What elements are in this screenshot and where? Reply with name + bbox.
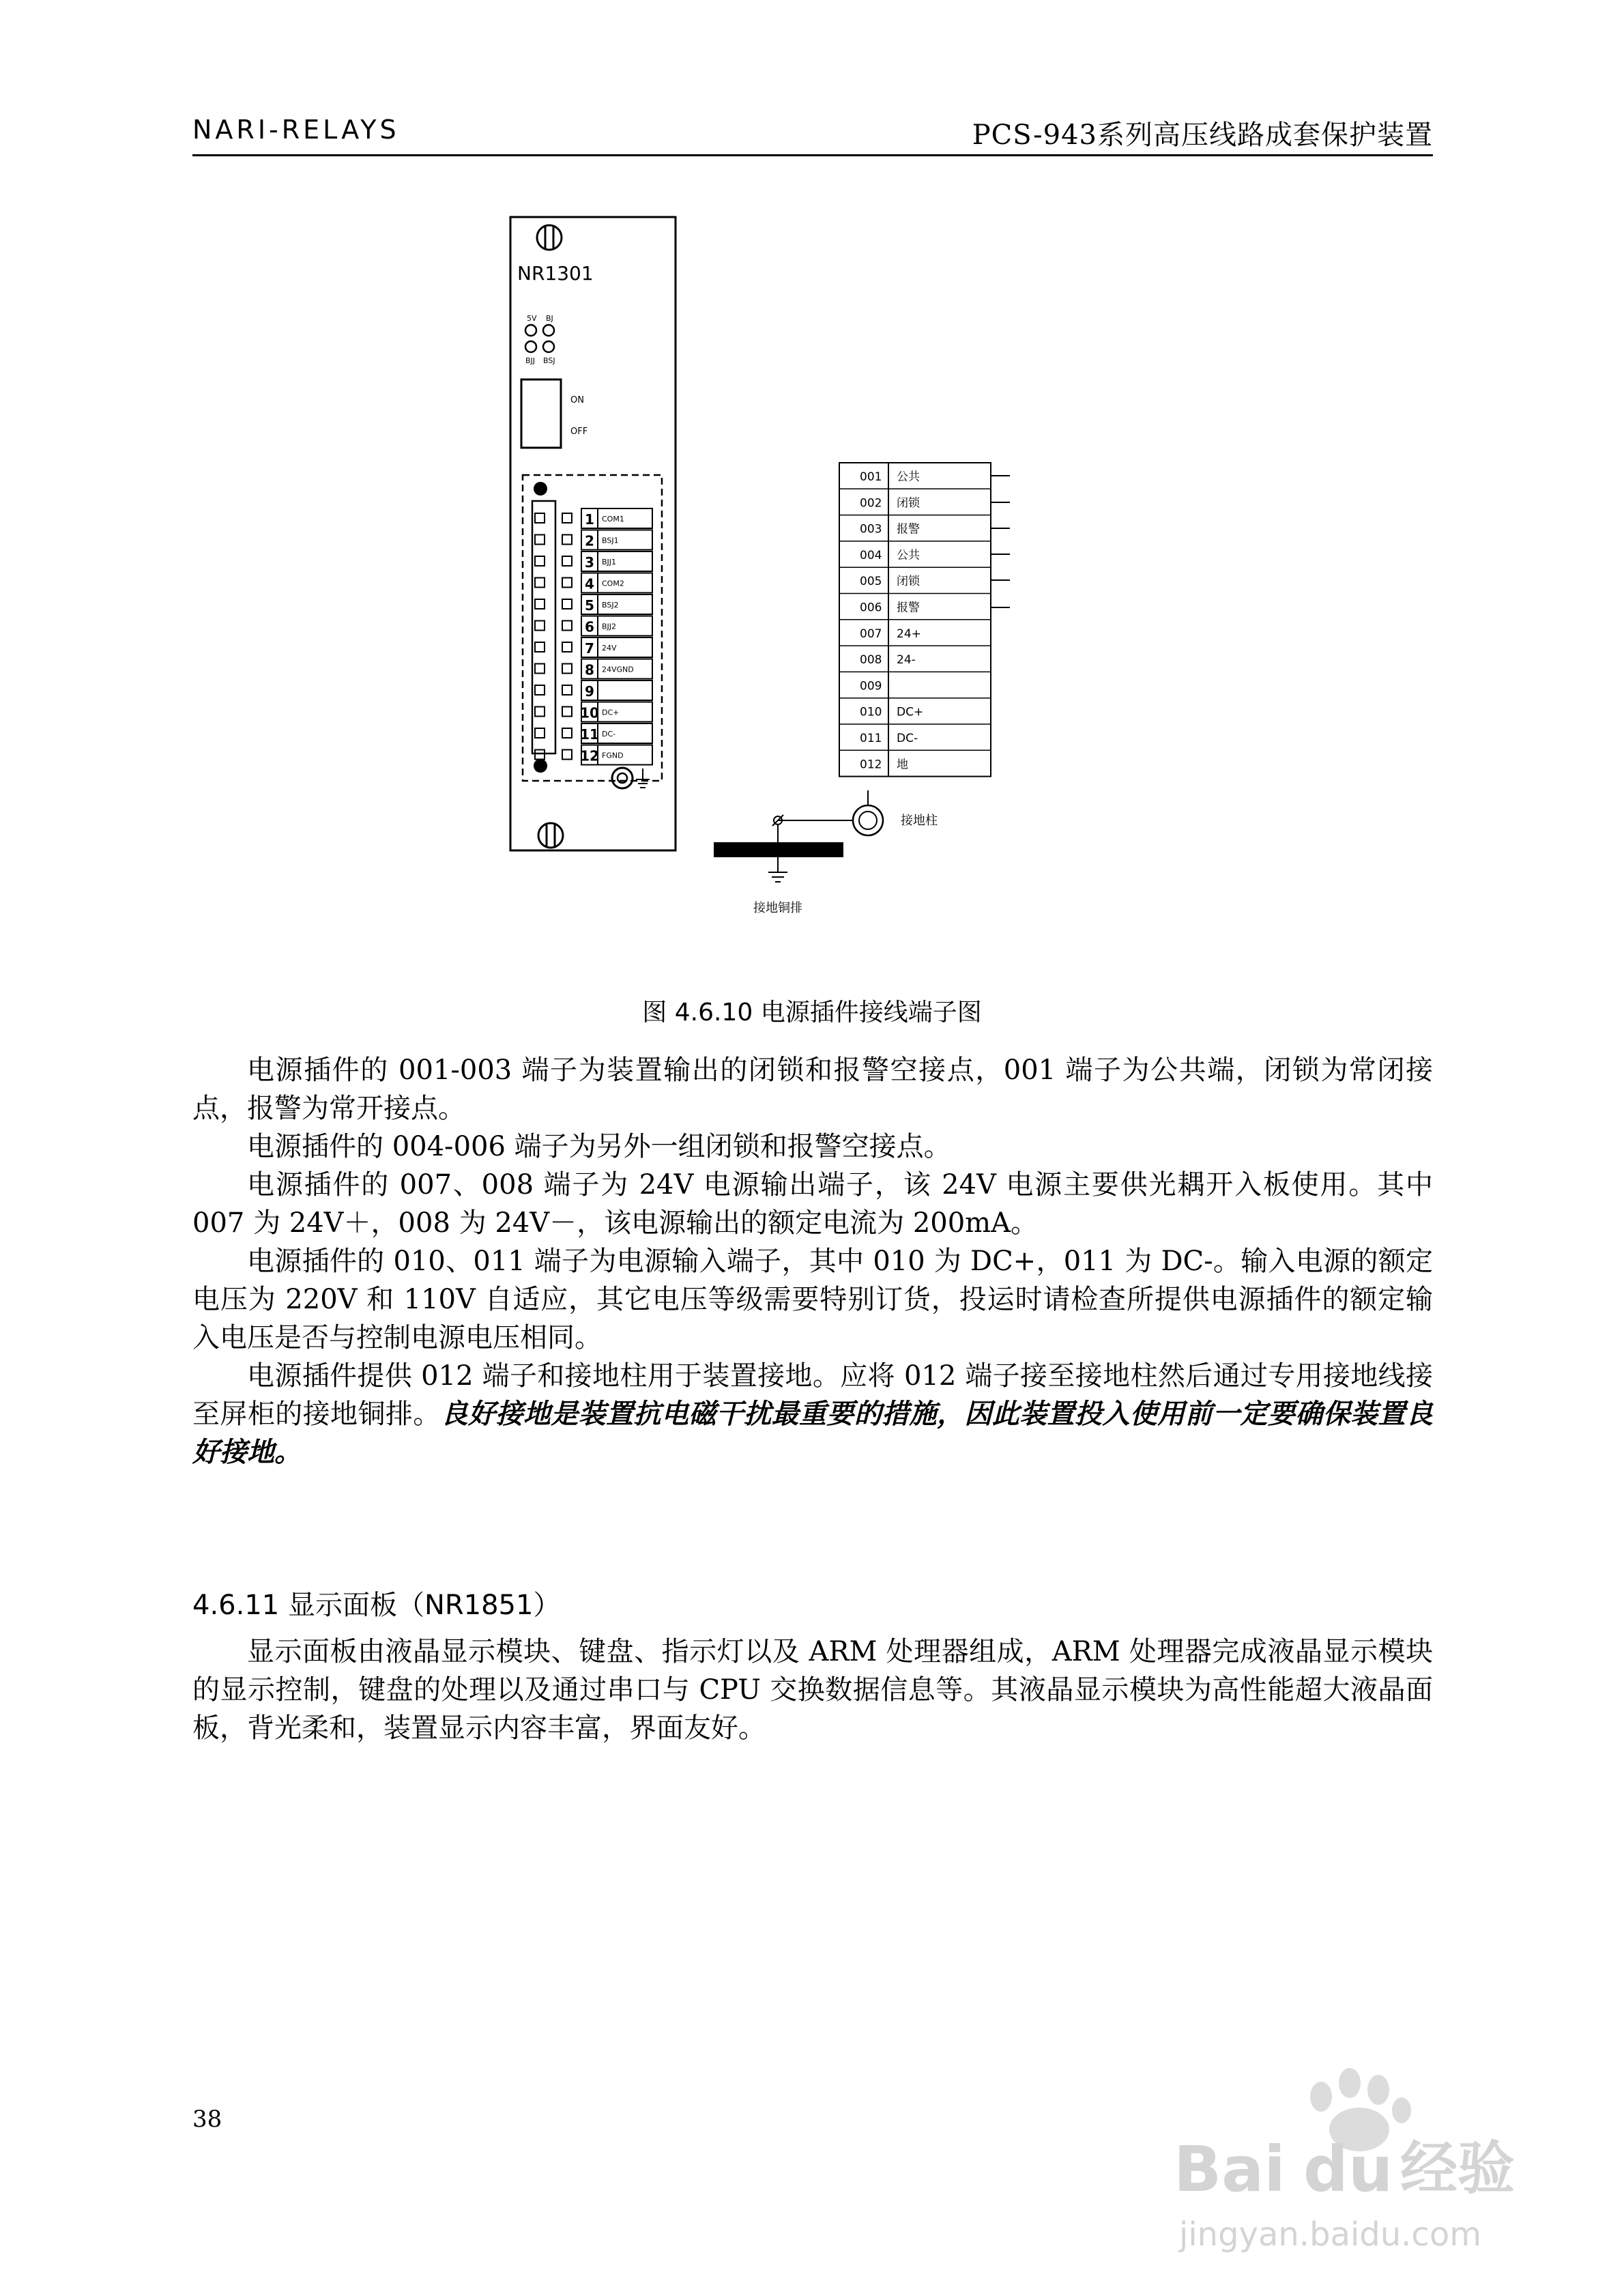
paragraph: 电源插件的 001-003 端子为装置输出的闭锁和报警空接点，001 端子为公共端，闭锁为常闭接点，报警为常开接点。 xyxy=(192,1054,1433,1124)
power-switch xyxy=(521,379,561,448)
terminal-function: 24- xyxy=(897,653,916,668)
ground-screw-icon xyxy=(612,768,633,788)
terminal-number: 7 xyxy=(585,640,594,657)
pin-square xyxy=(562,556,572,566)
bottom-screw-icon xyxy=(538,823,563,848)
pin-square xyxy=(535,535,545,545)
pin-square xyxy=(562,642,572,652)
led-label-bjj: BJJ xyxy=(525,356,536,365)
terminal-code: 011 xyxy=(860,732,882,745)
pin-square xyxy=(535,750,545,760)
page-number: 38 xyxy=(192,2106,222,2133)
watermark-product: 经验 xyxy=(1400,2135,1516,2202)
terminal-pins xyxy=(535,508,652,765)
terminal-function: 闭锁 xyxy=(897,496,920,511)
header-brand: NARI-RELAYS xyxy=(192,115,400,145)
led-icon xyxy=(525,341,536,352)
terminal-code: 003 xyxy=(860,522,882,536)
header-divider xyxy=(192,154,1433,156)
terminal-code: 001 xyxy=(860,470,882,484)
terminal-function: DC- xyxy=(897,732,918,745)
pin-square xyxy=(562,728,572,738)
section-body xyxy=(192,1633,1433,1747)
section-heading: 4.6.11 显示面板（NR1851） xyxy=(192,1590,561,1621)
connector-screw-icon xyxy=(534,759,547,773)
watermark-brand: Bai xyxy=(1174,2133,1286,2206)
module-name: NR1301 xyxy=(517,262,594,285)
emphasis-text: 良好接地是装置抗电磁干扰最重要的措施，因此装置投入使用前一定要确保装置良好接地。 xyxy=(192,1398,1434,1468)
led-label-bj: BJ xyxy=(546,314,553,323)
pin-square xyxy=(535,642,545,652)
terminal-number: 4 xyxy=(585,575,594,592)
paragraph: 电源插件的 007、008 端子为 24V 电源输出端子，该 24V 电源主要供光耦开入板使用。其中 007 为 24V＋，008 为 24V－，该电源输出的额定电流为 200mA。 xyxy=(192,1169,1433,1239)
header-title: PCS-943系列高压线路成套保护装置 xyxy=(972,119,1433,151)
figure-caption: 图 4.6.10 电源插件接线端子图 xyxy=(642,999,982,1027)
led-icon xyxy=(525,325,536,336)
terminal-label: FGND xyxy=(602,751,624,760)
terminal-number: 3 xyxy=(585,554,594,571)
terminal-label: COM2 xyxy=(602,579,624,588)
paragraph-text: 电源插件提供 012 端子和接地柱用于装置接地。应将 012 端子接至接地柱然后通过专用接地线接至屏柜的接地铜排。 xyxy=(192,1360,1433,1430)
wiring-table xyxy=(839,463,991,777)
ground-post-label: 接地柱 xyxy=(901,814,938,828)
ground-post-icon xyxy=(853,805,883,835)
terminal-code: 010 xyxy=(860,705,882,719)
terminal-code: 009 xyxy=(860,679,882,693)
led-label-5v: 5V xyxy=(527,314,537,323)
terminal-code: 004 xyxy=(860,548,882,562)
terminal-label: DC+ xyxy=(602,708,620,717)
relay-contacts xyxy=(991,476,1010,607)
pin-square xyxy=(562,685,572,695)
pin-square xyxy=(535,578,545,588)
terminal-number: 9 xyxy=(585,683,594,700)
pin-square xyxy=(562,621,572,631)
terminal-label: 24VGND xyxy=(602,665,634,674)
baidu-watermark xyxy=(1174,2034,1583,2266)
pin-square xyxy=(562,599,572,609)
wiring-diagram xyxy=(478,205,1010,942)
pin-square xyxy=(535,599,545,609)
terminal-label: BSJ2 xyxy=(602,601,619,609)
terminal-label-cell xyxy=(598,680,652,700)
terminal-code: 005 xyxy=(860,575,882,589)
pin-square xyxy=(562,535,572,545)
pin-square xyxy=(535,556,545,566)
switch-off-label: OFF xyxy=(570,427,588,437)
pin-square xyxy=(535,621,545,631)
pin-square xyxy=(535,513,545,523)
paragraph: 电源插件的 010、011 端子为电源输入端子，其中 010 为 DC+，011 为 DC-。输入电源的额定电压为 220V 和 110V 自适应，其它电压等级需要特别订货，投运时请检查所提供电源插件的额定输入电压是否与控制电源电压相同。 xyxy=(192,1246,1433,1353)
body-text xyxy=(192,1051,1433,1472)
terminal-label: BJJ2 xyxy=(602,622,617,631)
terminal-function: 报警 xyxy=(897,601,920,615)
pin-square xyxy=(562,664,572,674)
switch-on-label: ON xyxy=(570,395,584,405)
terminal-code: 007 xyxy=(860,627,882,641)
terminal-function: 24+ xyxy=(897,627,921,641)
terminal-function: DC+ xyxy=(897,705,924,719)
led-label-bsj: BSJ xyxy=(543,356,555,365)
top-screw-icon xyxy=(537,225,562,250)
terminal-function: 公共 xyxy=(897,548,920,562)
led-icon xyxy=(543,325,554,336)
terminal-number: 10 xyxy=(580,704,599,721)
terminal-number: 2 xyxy=(585,532,594,549)
pin-square xyxy=(535,728,545,738)
connector-screw-icon xyxy=(534,482,547,496)
pin-square xyxy=(562,707,572,717)
terminal-function: 公共 xyxy=(897,470,920,484)
paragraph: 电源插件的 004-006 端子为另外一组闭锁和报警空接点。 xyxy=(247,1131,951,1162)
pin-square xyxy=(562,578,572,588)
earth-symbol-icon xyxy=(636,769,650,788)
terminal-label: 24V xyxy=(602,644,617,652)
ground-copper-bar xyxy=(714,842,843,857)
paragraph: 显示面板由液晶显示模块、键盘、指示灯以及 ARM 处理器组成，ARM 处理器完成液晶显示模块的显示控制，键盘的处理以及通过串口与 CPU 交换数据信息等。其液晶显示模块为高性能超大液晶面板，背光柔和，装置显示内容丰富，界面友好。 xyxy=(192,1636,1433,1744)
terminal-label: BSJ1 xyxy=(602,536,619,545)
terminal-label: BJJ1 xyxy=(602,558,617,566)
pin-square xyxy=(535,685,545,695)
terminal-number: 8 xyxy=(585,661,594,678)
terminal-number: 6 xyxy=(585,618,594,635)
terminal-number: 5 xyxy=(585,597,594,614)
terminal-number: 11 xyxy=(580,726,599,743)
paragraph xyxy=(192,1357,1433,1472)
ground-bar-label: 接地铜排 xyxy=(753,901,802,915)
terminal-label: DC- xyxy=(602,730,616,738)
terminal-number: 12 xyxy=(580,747,599,764)
pin-square xyxy=(562,513,572,523)
pin-square xyxy=(562,750,572,760)
pin-square xyxy=(535,707,545,717)
terminal-code: 008 xyxy=(860,653,882,668)
terminal-code: 012 xyxy=(860,758,882,772)
pin-square xyxy=(535,664,545,674)
terminal-number: 1 xyxy=(585,511,594,528)
watermark-url: jingyan.baidu.com xyxy=(1179,2215,1481,2254)
terminal-function: 报警 xyxy=(897,522,920,536)
terminal-code: 002 xyxy=(860,496,882,511)
terminal-function: 闭锁 xyxy=(897,575,920,589)
watermark-brand-du: du xyxy=(1303,2133,1393,2206)
terminal-function: 地 xyxy=(897,758,908,772)
terminal-code: 006 xyxy=(860,601,882,615)
led-icon xyxy=(543,341,554,352)
terminal-label: COM1 xyxy=(602,515,624,523)
